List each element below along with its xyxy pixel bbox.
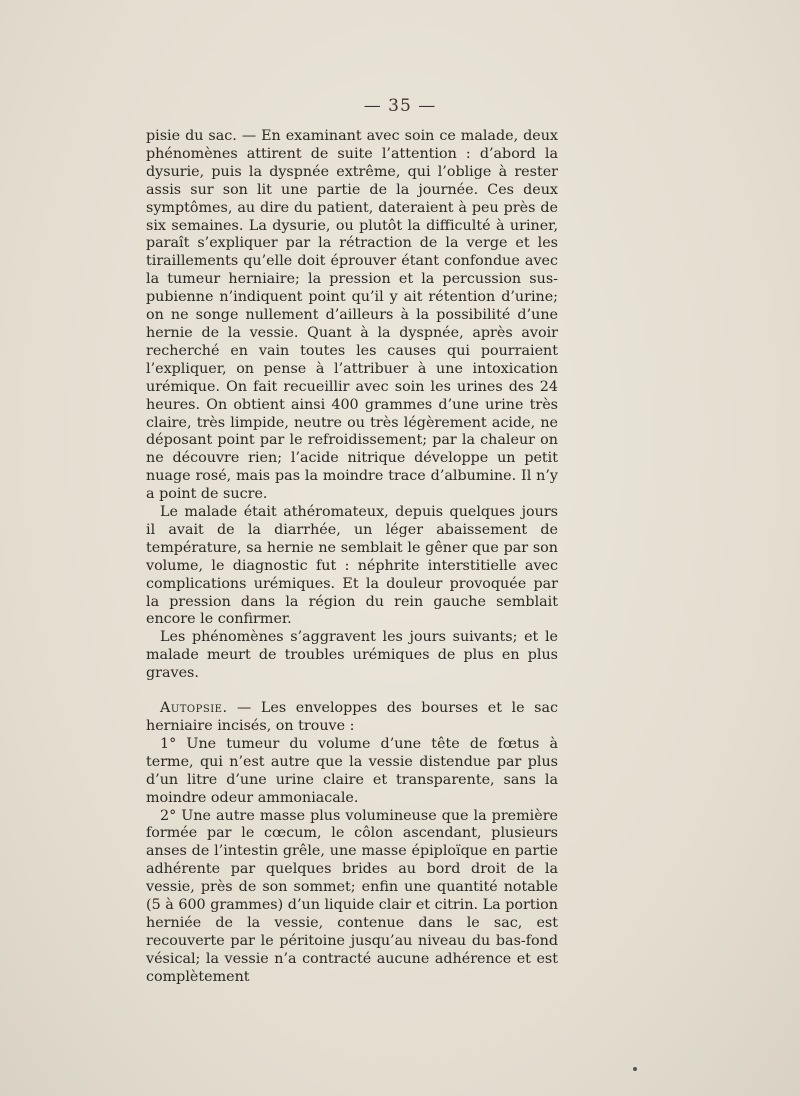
autopsy-item-1: 1° Une tumeur du volume d’une tête de fœtus à terme, qui n’est autre que la vessie distendue par plus d’un litre d’une urine claire et transparente, sans la moindre odeur ammoniacale. bbox=[146, 735, 558, 806]
page-number: — 35 — bbox=[363, 96, 437, 116]
autopsy-item-2: 2° Une autre masse plus volumineuse que la première formée par le cœcum, le côlon ascendant, plusieurs anses de l’intestin grêle, une masse épiploïque en partie adhérente par quelques brides au bord droit de la vessie, près de son sommet; enfin une quantité notable (5 à 600 grammes) d’un liquide clair et citrin. La portion herniée de la vessie, contenue dans le sac, est recouverte par le péritoine jusqu’au niveau du bas-fond vésical; la vessie n’a contracté aucune adhérence et est complètement bbox=[146, 807, 558, 985]
ink-speck bbox=[633, 1067, 637, 1071]
autopsy-intro: — Les enveloppes des bourses et le sac herniaire incisés, on trouve : bbox=[146, 700, 558, 734]
body-text bbox=[146, 128, 558, 987]
autopsy-heading: Autopsie. bbox=[160, 700, 228, 717]
paragraph-outcome: Les phénomènes s’aggravent les jours suivants; et le malade meurt de troubles urémiques de plus en plus graves. bbox=[146, 629, 558, 682]
paragraph-diagnosis: Le malade était athéromateux, depuis quelques jours il avait de la diarrhée, un léger abaissement de température, sa hernie ne semblait le gêner que par son volume, le diagnostic fut : néphrite interstitielle avec complications urémiques. Et la douleur provoquée par la pression dans la région du rein gauche semblait encore le confirmer. bbox=[146, 504, 558, 628]
paragraph-continuation: pisie du sac. — En examinant avec soin ce malade, deux phénomènes attirent de suite l’attention : d’abord la dysurie, puis la dyspnée extrême, qui l’oblige à rester assis sur son lit une partie de la journée. Ces deux symptômes, au dire du patient, dateraient à peu près de six semaines. La dysurie, ou plutôt la difficulté à uriner, paraît s’expliquer par la rétraction de la verge et les tiraillements qu’elle doit éprouver étant confondue avec la tumeur herniaire; la pression et la percussion sus-pubienne n’indiquent point qu’il y ait rétention d’urine; on ne songe nullement d’ailleurs à la possibilité d’une hernie de la vessie. Quant à la dyspnée, après avoir recherché en vain toutes les causes qui pourraient l’expliquer, on pense à l’attribuer à une intoxication urémique. On fait recueillir avec soin les urines des 24 heures. On obtient ainsi 400 grammes d’une urine très claire, très limpide, neutre ou très légèrement acide, ne déposant point par le refroidissement; par la chaleur on ne découvre rien; l’acide nitrique développe un petit nuage rosé, mais pas la moindre trace d’albumine. Il n’y a point de sucre. bbox=[146, 128, 558, 503]
autopsy-paragraph bbox=[146, 700, 558, 736]
